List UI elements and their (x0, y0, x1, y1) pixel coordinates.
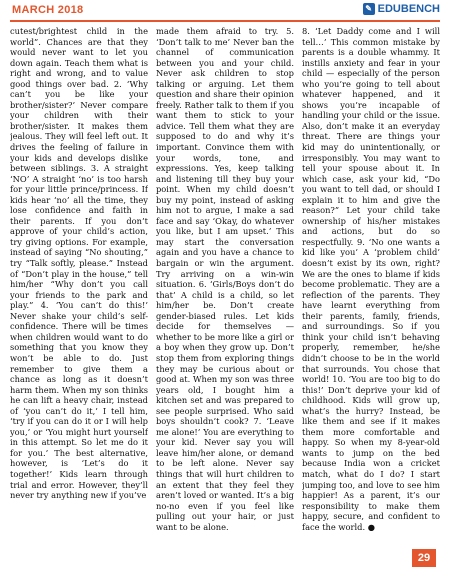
issue-date: MARCH 2018 (12, 4, 84, 16)
column-2-text: made them afraid to try. 5. ‘Don’t talk to me’ Never ban the channel of communication between you and your child. Never ask children to stop talking or arguing. Let them question and share their opinion freely. Rather talk to them if you want them to stick to your advice. Tell them what they are supposed to do and why it’s important. Convince them with your words, tone, and expressions. Yes, keep talking and listening till they buy your point. When my child doesn’t buy my point, instead of asking him not to argue, I make a sad face and say ‘Okay, do whatever you like, but I am upset.’ This may start the conversation again and you have a chance to bargain or win the argument. Try arriving on a win-win situation. 6. ‘Girls/Boys don’t do that’ A child is a child, so let him/her be. Don’t create gender-biased rules. Let kids decide for themselves — whether to be more like a girl or a boy when they grow up. Don’t stop them from exploring things they may be curious about or good at. When my son was three years old, I bought him a kitchen set and was prepared to see people surprised. Who said boys shouldn’t cook? 7. ‘Leave me alone!’ You are everything to your kid. Never say you will leave him/her alone, or demand to be left alone. Never say things that will hurt children to an extent that they feel they aren’t loved or wanted. It’s a big no-no even if you feel like pulling out your hair, or just want to be alone. (156, 26, 294, 532)
edubench-logo-icon: ✎ (363, 3, 375, 15)
article-body (10, 26, 440, 540)
article-column-3 (302, 26, 440, 540)
brand-name: EDUBENCH (377, 3, 440, 15)
column-3-text: 8. ‘Let Daddy come and I will tell…’ This common mistake by parents is a double whammy. It instills anxiety and fear in your child — especially of the person who you’re going to tell about whatever happened, and it shows you’re incapable of handling your child or the issue. Also, don’t make it an everyday threat. There are things your kid may do unintentionally, or irresponsibly. You may want to tell your spouse about it. In which case, ask your kid, “Do you want to tell dad, or should I explain it to him and give the reason?” Let your child take ownership of his/her mistakes and actions, but do so respectfully. 9. ‘No one wants a kid like you’ A ‘problem child’ doesn’t exist by its own, right? We are the ones to blame if kids become problematic. They are a reflection of the parents. They have learnt everything from their parents, family, friends, and surroundings. So if you think your child isn’t behaving properly, remember, he/she didn’t choose to be in the world that surrounds. You chose that world! 10. ‘You are too big to do this!’ Don’t deprive your kid of childhood. Kids will grow up, what’s the hurry? Instead, be like them and see if it makes them more comfortable and happy. So when my 8-year-old wants to jump on the bed because India won a cricket match, what do I do? I start jumping too, and love to see him happier! As a parent, it’s our responsibility to make them happy, secure, and confident to face the world. ● (302, 26, 440, 532)
column-1-text: cutest/brightest child in the world”. Chances are that they would never want to let you down again. Teach them what is right and wrong, and to value good things over bad. 2. ‘Why can’t you be like your brother/sister?’ Never compare your children with their brother/sister. It makes them jealous. They will feel left out. It drives the feeling of failure in your kids and develops dislike between siblings. 3. A straight ‘NO’ A straight ‘no’ is too harsh for your little prince/princess. If kids hear ‘no’ all the time, they lose confidence and faith in their parents. If you don’t approve of your child’s action, try giving options. For example, instead of saying “No shouting,” try “Talk softly, please.” Instead of “Don’t play in the house,” tell him/her “Why don’t you call your friends to the park and play.” 4. ‘You can’t do this!’ Never shake your child’s self-confidence. There will be times when children would want to do something that you know they won’t be able to do. Just remember to give them a chance as long as it doesn’t harm them. When my son thinks he can lift a heavy chair, instead of ‘you can’t do it,’ I tell him, ‘try if you can do it or I will help you,’ or ‘You might hurt yourself in this attempt. So let me do it for you.’ The best alternative, however, is ‘Let’s do it together!’ Kids learn through trial and error. However, they’ll never try anything new if you’ve (10, 26, 148, 501)
header-divider (10, 20, 440, 22)
brand-logo (363, 3, 440, 15)
article-column-2 (156, 26, 294, 540)
page-number: 29 (412, 549, 436, 567)
page-header (0, 0, 450, 22)
article-column-1 (10, 26, 148, 540)
